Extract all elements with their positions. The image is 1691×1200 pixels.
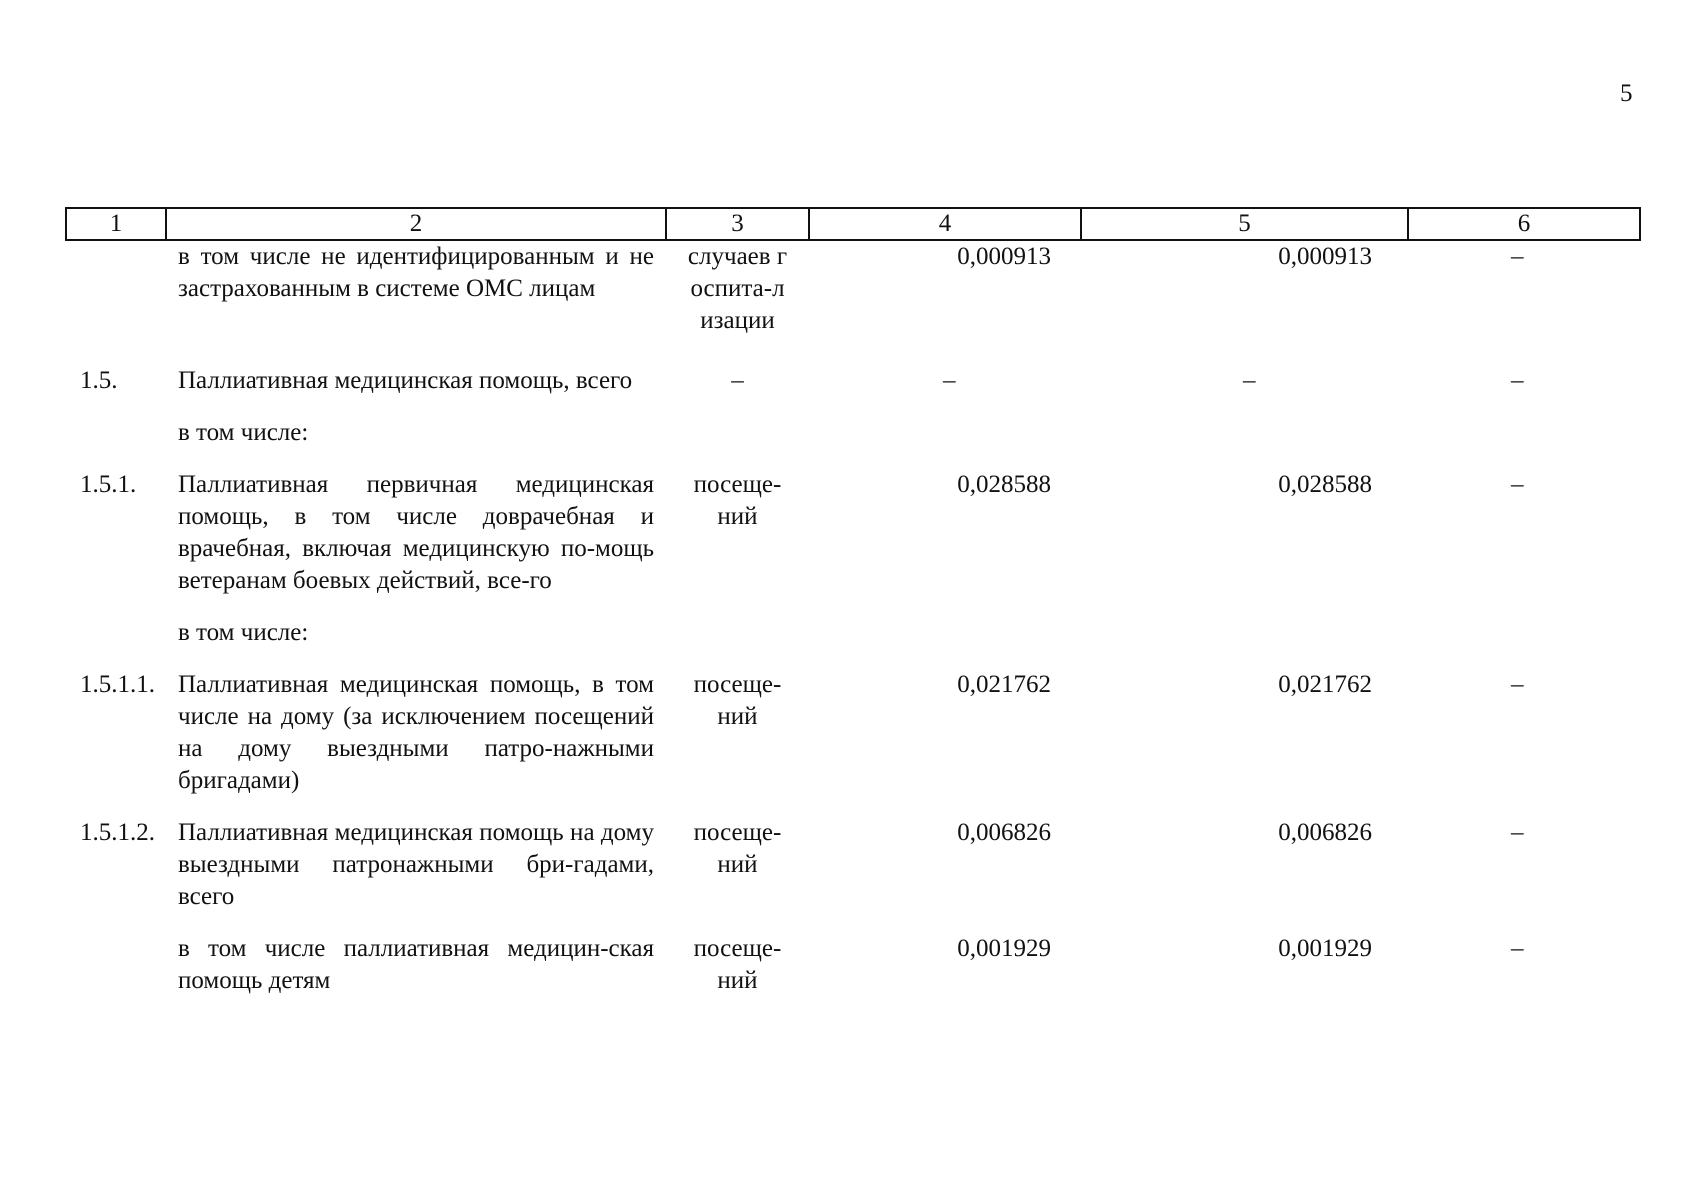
table-row <box>66 240 1640 337</box>
row-number <box>66 417 166 449</box>
row-number: 1.5.1.2. <box>80 819 155 846</box>
row-value-col4: – <box>943 367 956 394</box>
row-description: в том числе: <box>178 619 309 646</box>
row-value-col5 <box>1081 417 1408 449</box>
row-value-col6: – <box>1511 935 1524 962</box>
row-value-col5 <box>1081 617 1408 649</box>
row-unit <box>666 669 809 797</box>
unit-text: посеще-ний <box>693 819 782 878</box>
header-col-1: 1 <box>66 208 166 240</box>
row-unit <box>666 469 809 597</box>
row-unit <box>666 417 809 449</box>
row-value-col6 <box>1408 417 1640 449</box>
row-unit <box>666 617 809 649</box>
table-row <box>66 933 1640 997</box>
row-number: 1.5. <box>80 367 118 394</box>
row-number <box>66 933 166 997</box>
page-number: 5 <box>1620 80 1633 107</box>
row-unit <box>666 817 809 913</box>
row-value-col6: – <box>1511 671 1524 698</box>
row-value-col4: 0,028588 <box>957 471 1051 498</box>
unit-text: случаев госпита-лизации <box>687 243 788 334</box>
row-number <box>66 240 166 337</box>
header-col-3: 3 <box>666 208 809 240</box>
row-number <box>66 617 166 649</box>
row-description: Паллиативная медицинская помощь, в том числе на дому (за исключением посещений на дому выездными патро-нажными бригадами) <box>178 671 654 794</box>
row-unit <box>666 933 809 997</box>
row-description: в том числе паллиативная медицин-ская помощь детям <box>178 935 654 994</box>
header-col-5: 5 <box>1081 208 1408 240</box>
header-col-2: 2 <box>166 208 666 240</box>
row-value-col4: 0,006826 <box>957 819 1051 846</box>
row-description: в том числе: <box>178 419 309 446</box>
table-row <box>66 669 1640 797</box>
row-value-col5: 0,028588 <box>1278 471 1372 498</box>
row-value-col5: 0,000913 <box>1278 243 1372 270</box>
row-value-col5: 0,001929 <box>1278 935 1372 962</box>
header-row <box>66 208 1640 240</box>
row-unit <box>666 240 809 337</box>
row-description: Паллиативная медицинская помощь, всего <box>178 367 633 394</box>
row-value-col4: 0,021762 <box>957 671 1051 698</box>
row-description: Паллиативная медицинская помощь на дому выездными патронажными бри-гадами, всего <box>178 819 654 910</box>
row-value-col6: – <box>1511 471 1524 498</box>
row-value-col4: 0,001929 <box>957 935 1051 962</box>
row-value-col4 <box>809 617 1081 649</box>
header-col-6: 6 <box>1408 208 1640 240</box>
row-value-col4: 0,000913 <box>957 243 1051 270</box>
row-value-col6: – <box>1511 819 1524 846</box>
row-value-col5: 0,006826 <box>1278 819 1372 846</box>
row-number: 1.5.1. <box>80 471 137 498</box>
unit-text: посеще-ний <box>693 671 782 730</box>
header-col-4: 4 <box>809 208 1081 240</box>
row-value-col5: – <box>1243 367 1256 394</box>
table-row <box>66 469 1640 597</box>
row-value-col5: 0,021762 <box>1278 671 1372 698</box>
row-unit: – <box>731 367 744 394</box>
table-row <box>66 817 1640 913</box>
row-value-col6 <box>1408 617 1640 649</box>
table-row <box>66 365 1640 397</box>
indicator-table <box>65 207 1641 997</box>
unit-text: посеще-ний <box>693 935 782 994</box>
row-description: Паллиативная первичная медицинская помощь, в том числе доврачебная и врачебная, включая медицинскую по-мощь ветеранам боевых действий, все-го <box>178 471 654 594</box>
row-description: в том числе не идентифицированным и не застрахованным в системе ОМС лицам <box>178 243 654 302</box>
table-row <box>66 617 1640 649</box>
row-number: 1.5.1.1. <box>80 671 155 698</box>
table-row <box>66 417 1640 449</box>
row-value-col6: – <box>1511 243 1524 270</box>
row-value-col6: – <box>1511 367 1524 394</box>
row-value-col4 <box>809 417 1081 449</box>
unit-text: посеще-ний <box>693 471 782 530</box>
